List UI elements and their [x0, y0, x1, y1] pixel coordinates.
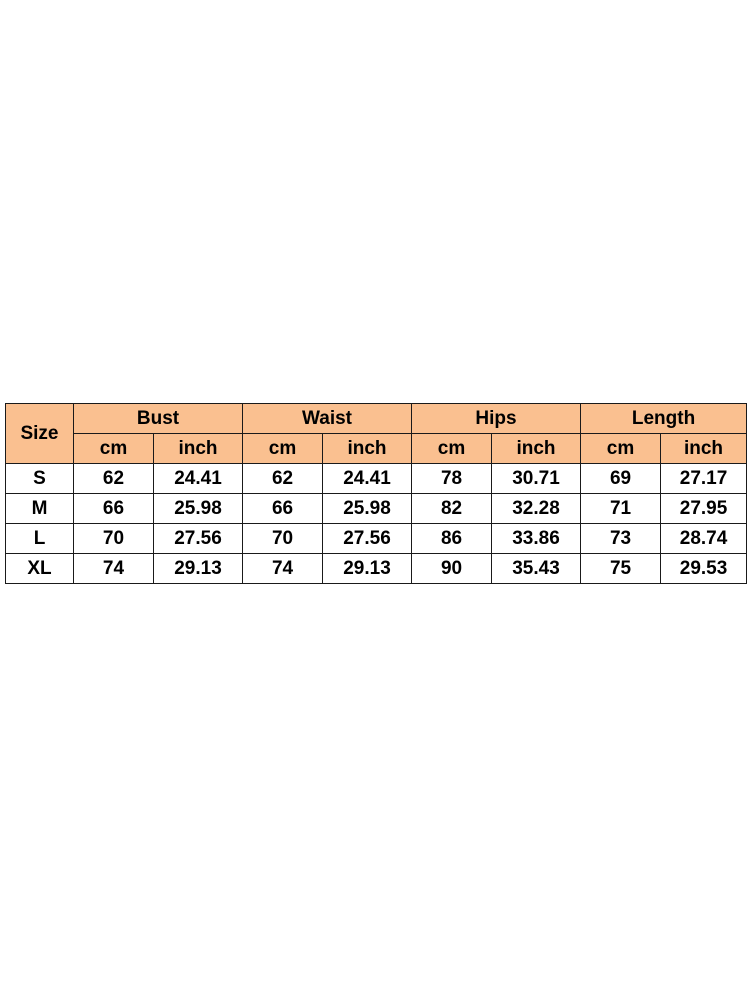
value-cell: 35.43	[492, 554, 581, 584]
unit-header: cm	[74, 434, 154, 464]
unit-header: cm	[412, 434, 492, 464]
value-cell: 29.13	[154, 554, 243, 584]
group-header-waist: Waist	[243, 404, 412, 434]
header-row-units	[6, 434, 747, 464]
value-cell: 28.74	[661, 524, 747, 554]
value-cell: 29.53	[661, 554, 747, 584]
value-cell: 82	[412, 494, 492, 524]
table-row	[6, 554, 747, 584]
table-row	[6, 524, 747, 554]
value-cell: 75	[581, 554, 661, 584]
value-cell: 25.98	[323, 494, 412, 524]
value-cell: 27.56	[323, 524, 412, 554]
unit-header: inch	[323, 434, 412, 464]
value-cell: 24.41	[323, 464, 412, 494]
table-row	[6, 494, 747, 524]
value-cell: 32.28	[492, 494, 581, 524]
value-cell: 74	[74, 554, 154, 584]
size-cell: L	[6, 524, 74, 554]
size-cell: M	[6, 494, 74, 524]
table-row	[6, 464, 747, 494]
value-cell: 86	[412, 524, 492, 554]
value-cell: 27.95	[661, 494, 747, 524]
value-cell: 29.13	[323, 554, 412, 584]
value-cell: 62	[74, 464, 154, 494]
value-cell: 66	[243, 494, 323, 524]
value-cell: 24.41	[154, 464, 243, 494]
group-header-hips: Hips	[412, 404, 581, 434]
group-header-bust: Bust	[74, 404, 243, 434]
size-table	[5, 403, 747, 584]
value-cell: 69	[581, 464, 661, 494]
value-cell: 27.17	[661, 464, 747, 494]
value-cell: 73	[581, 524, 661, 554]
header-row-groups	[6, 404, 747, 434]
value-cell: 90	[412, 554, 492, 584]
value-cell: 70	[243, 524, 323, 554]
value-cell: 74	[243, 554, 323, 584]
size-header: Size	[6, 404, 74, 464]
value-cell: 33.86	[492, 524, 581, 554]
value-cell: 70	[74, 524, 154, 554]
unit-header: inch	[661, 434, 747, 464]
value-cell: 62	[243, 464, 323, 494]
group-header-length: Length	[581, 404, 747, 434]
value-cell: 71	[581, 494, 661, 524]
value-cell: 25.98	[154, 494, 243, 524]
size-chart	[5, 403, 747, 584]
size-cell: XL	[6, 554, 74, 584]
unit-header: inch	[492, 434, 581, 464]
size-cell: S	[6, 464, 74, 494]
unit-header: inch	[154, 434, 243, 464]
unit-header: cm	[243, 434, 323, 464]
value-cell: 78	[412, 464, 492, 494]
unit-header: cm	[581, 434, 661, 464]
value-cell: 30.71	[492, 464, 581, 494]
value-cell: 66	[74, 494, 154, 524]
value-cell: 27.56	[154, 524, 243, 554]
